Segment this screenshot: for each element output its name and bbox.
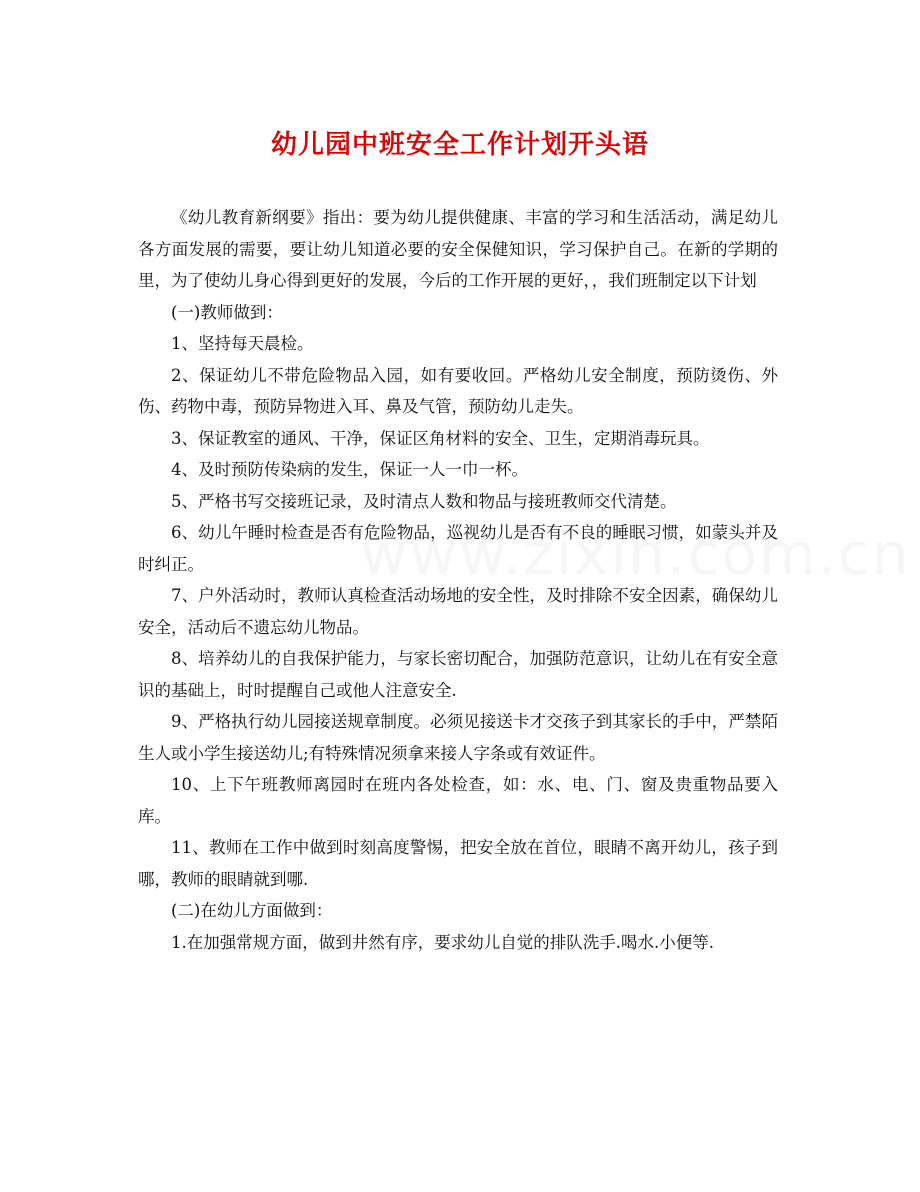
list-item: 10、上下午班教师离园时在班内各处检查，如：水、电、门、窗及贵重物品要入库。 [138,775,778,826]
paragraph-intro: 《幼儿教育新纲要》指出：要为幼儿提供健康、丰富的学习和生活活动，满足幼儿各方面发展的需要，要让幼儿知道必要的安全保健知识，学习保护自己。在新的学期的里，为了使幼儿身心得到更好的发展，今后的工作开展的更好，，我们班制定以下计划 [138,208,778,290]
list-item: 9、严格执行幼儿园接送规章制度。必须见接送卡才交孩子到其家长的手中，严禁陌生人或小学生接送幼儿;有特殊情况须拿来接人字条或有效证件。 [138,712,778,763]
document-body [138,202,778,958]
list-item: 4、及时预防传染病的发生，保证一人一巾一杯。 [171,460,528,479]
document-title: 幼儿园中班安全工作计划开头语 [270,130,649,160]
list-item: 1、坚持每天晨检。 [171,334,314,353]
list-item: 8、培养幼儿的自我保护能力，与家长密切配合，加强防范意识，让幼儿在有安全意识的基础上，时时提醒自己或他人注意安全. [138,649,778,700]
section-heading-children: (二)在幼儿方面做到： [171,901,333,920]
list-item: 6、幼儿午睡时检查是否有危险物品，巡视幼儿是否有不良的睡眠习惯，如蒙头并及时纠正。 [138,523,778,574]
section-heading-teacher: (一)教师做到： [171,302,283,322]
list-item: 11、教师在工作中做到时刻高度警惕，把安全放在首位，眼睛不离开幼儿，孩子到哪，教师的眼睛就到哪. [138,838,778,889]
list-item: 1.在加强常规方面，做到井然有序，要求幼儿自觉的排队洗手.喝水.小便等. [171,932,714,952]
list-item: 7、户外活动时，教师认真检查活动场地的安全性，及时排除不安全因素，确保幼儿安全，活动后不遗忘幼儿物品。 [138,586,778,637]
list-item: 3、保证教室的通风、干净，保证区角材料的安全、卫生，定期消毒玩具。 [171,428,710,448]
list-item: 5、严格书写交接班记录，及时清点人数和物品与接班教师交代清楚。 [171,491,677,511]
list-item: 2、保证幼儿不带危险物品入园，如有要收回。严格幼儿安全制度，预防烫伤、外伤、药物中毒，预防异物进入耳、鼻及气管，预防幼儿走失。 [138,365,778,416]
